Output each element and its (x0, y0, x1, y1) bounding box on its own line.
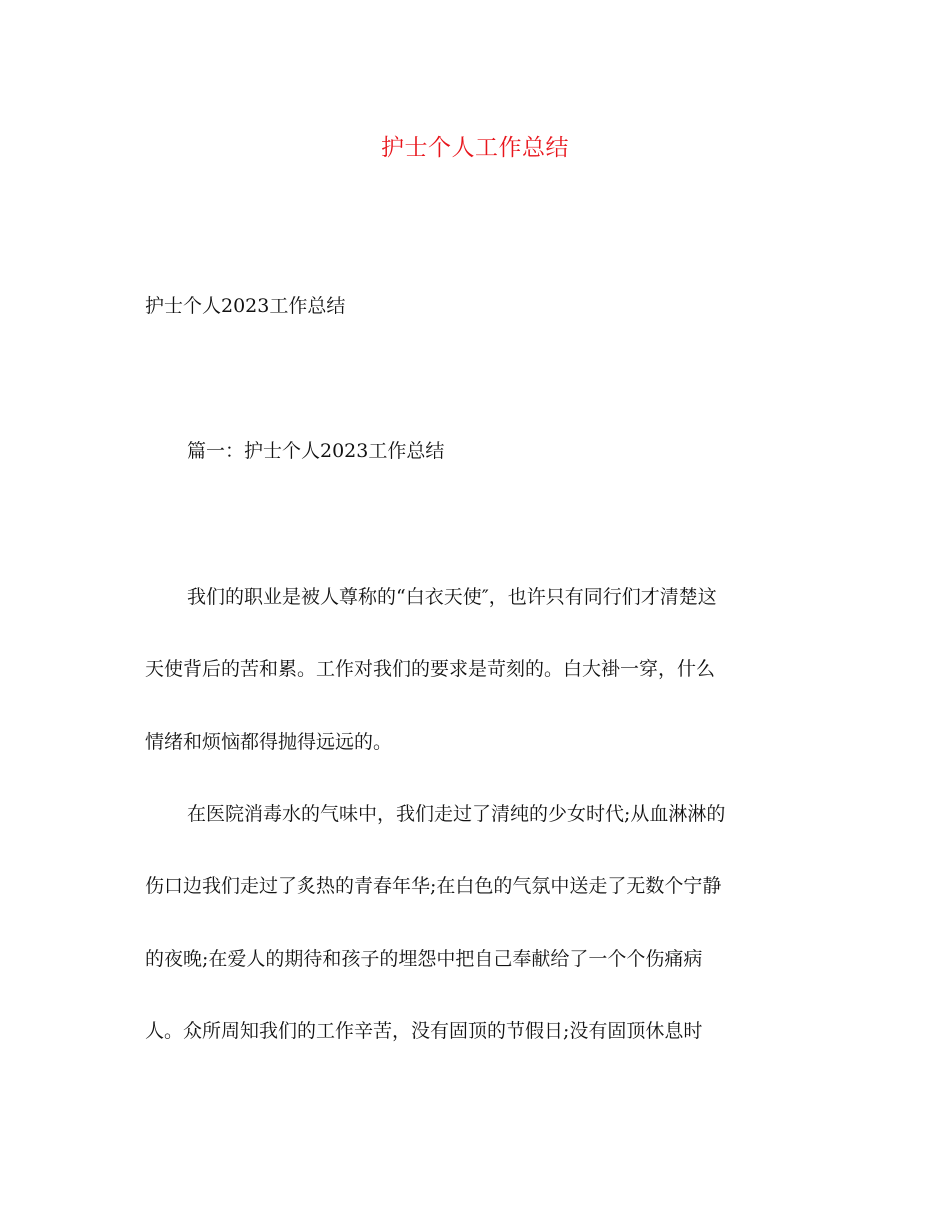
section-heading: 篇一：护士个人2023工作总结 (187, 440, 445, 462)
paragraph-line: 的夜晚;在爱人的期待和孩子的埋怨中把自己奉献给了一个个伤痛病 (145, 948, 703, 970)
paragraph-line: 情绪和烦恼都得抛得远远的。 (145, 731, 393, 753)
document-subtitle: 护士个人2023工作总结 (145, 295, 346, 317)
paragraph-line: 在医院消毒水的气味中，我们走过了清纯的少女时代;从血淋淋的 (187, 803, 726, 825)
paragraph-line: 伤口边我们走过了炙热的青春年华;在白色的气氛中送走了无数个宁静 (145, 875, 722, 897)
paragraph-line: 天使背后的苦和累。工作对我们的要求是苛刻的。白大褂一穿，什么 (145, 658, 716, 680)
paragraph-line: 人。众所周知我们的工作辛苦，没有固顶的节假日;没有固顶休息时 (145, 1020, 703, 1042)
paragraph-line: 我们的职业是被人尊称的“白衣天使″，也许只有同行们才清楚这 (187, 586, 717, 608)
document-title: 护士个人工作总结 (381, 135, 569, 161)
